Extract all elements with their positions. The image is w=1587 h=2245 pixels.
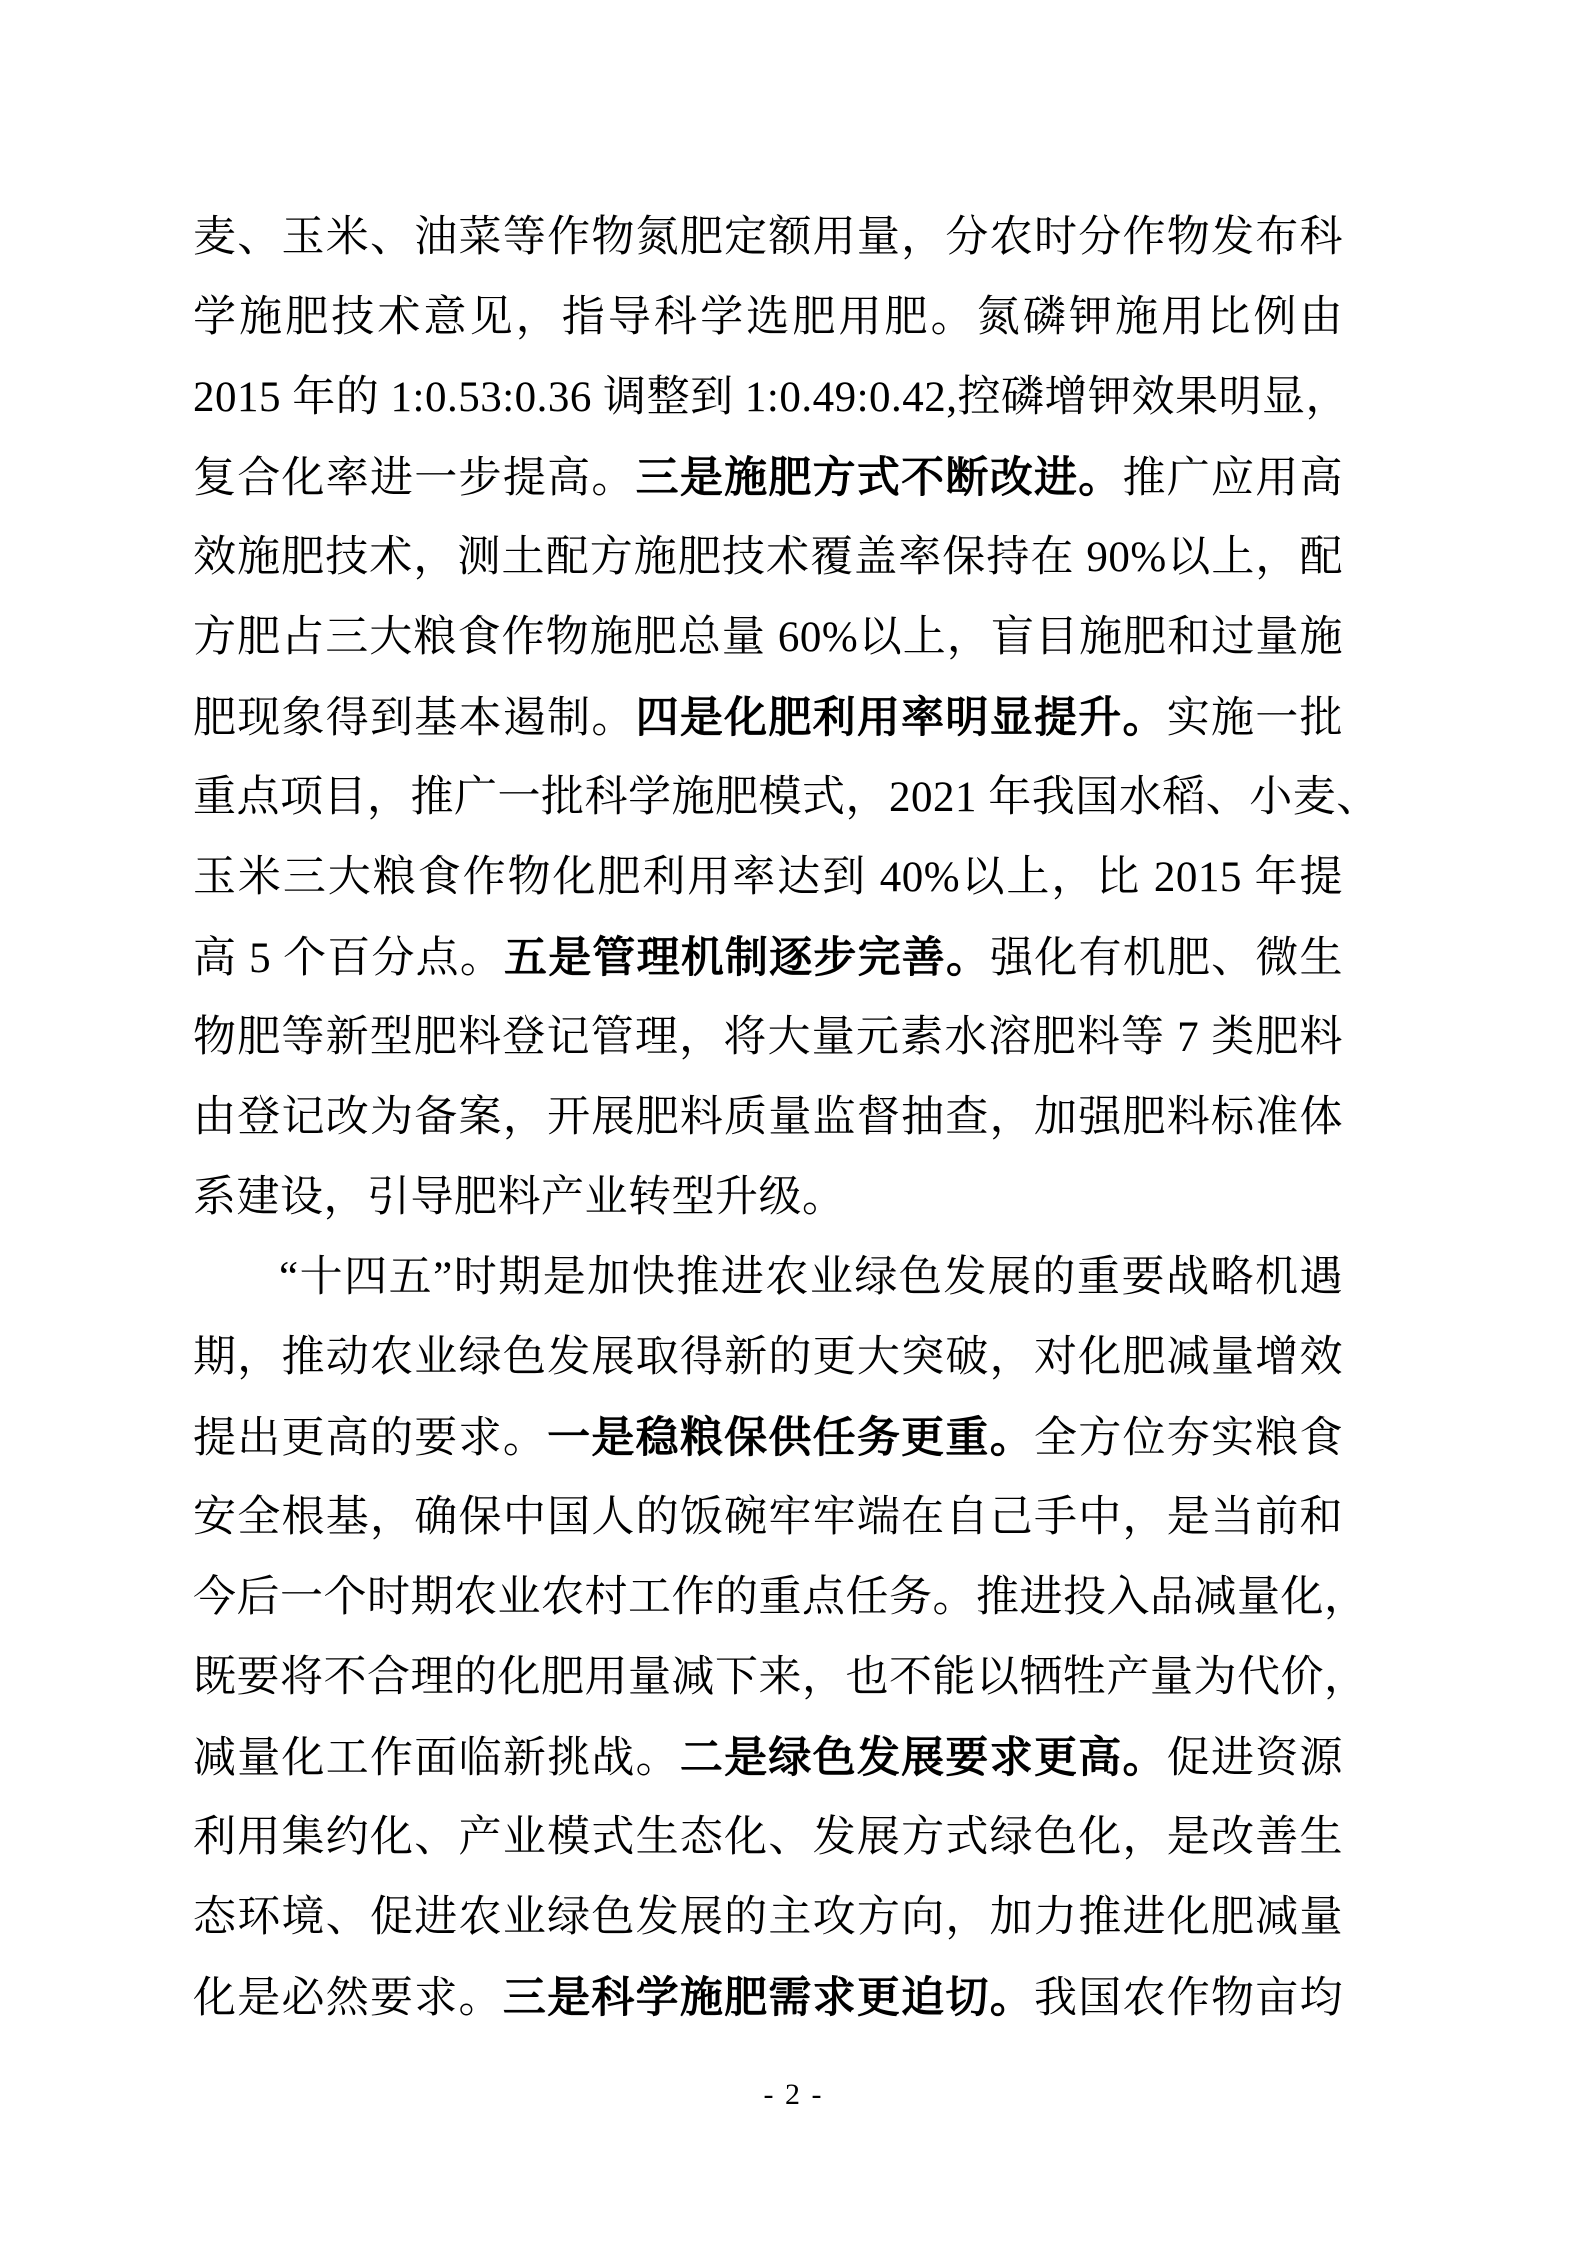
text-line [193,838,1343,918]
text-run: 系建设，引导肥料产业转型升级。 [193,1174,846,1221]
text-run: 安全根基，确保中国人的饭碗牢牢端在自己手中，是当前和 [193,1494,1343,1541]
text-line [193,1398,1343,1478]
text-line [193,358,1350,438]
page-number: - 2 - [763,2078,824,2111]
text-run: 利用集约化、产业模式生态化、发展方式绿色化，是改善生 [193,1814,1343,1861]
text-run: 复合化率进一步提高。 [193,455,636,502]
document-body [193,198,1380,2038]
text-line [193,678,1343,758]
text-line [193,1878,1343,1958]
emphasis-heading-run: 三是施肥方式不断改进。 [635,453,1123,503]
text-run: 高 5 个百分点。 [193,935,505,982]
text-run: 由登记改为备案，开展肥料质量监督抽查，加强肥料标准体 [193,1094,1343,1141]
text-run: 化是必然要求。 [193,1975,503,2022]
text-line [193,1718,1343,1798]
emphasis-heading-run: 四是化肥利用率明显提升。 [635,693,1167,743]
text-run: 2015 年的 1:0.53:0.36 调整到 1:0.49:0.42,控磷增钾效果明显， [193,374,1350,421]
emphasis-heading-run: 三是科学施肥需求更迫切。 [502,1973,1034,2023]
text-run: 玉米三大粮食作物化肥利用率达到 40%以上，比 2015 年提 [193,854,1343,901]
text-line [193,1158,1343,1238]
text-line [193,1798,1343,1878]
text-line [193,1078,1343,1158]
text-run: 减量化工作面临新挑战。 [193,1735,680,1782]
text-line [193,918,1343,998]
text-line [193,998,1343,1078]
text-run: 学施肥技术意见，指导科学选肥用肥。氮磷钾施用比例由 [193,294,1343,341]
text-run: 态环境、促进农业绿色发展的主攻方向，加力推进化肥减量 [193,1894,1343,1941]
text-line [193,1558,1368,1638]
text-run: 既要将不合理的化肥用量减下来，也不能以牺牲产量为代价， [193,1654,1368,1701]
text-run: 全方位夯实粮食 [1033,1415,1344,1462]
page-footer [0,2078,1587,2112]
text-run: 肥现象得到基本遏制。 [193,695,636,742]
text-run: 物肥等新型肥料登记管理，将大量元素水溶肥料等 7 类肥料 [193,1014,1343,1061]
text-line [193,1238,1343,1318]
text-line [193,438,1343,518]
text-line [193,1958,1343,2038]
text-line [193,278,1343,358]
emphasis-heading-run: 一是稳粮保供任务更重。 [547,1413,1034,1463]
text-run: 实施一批 [1166,695,1344,742]
text-run: 强化有机肥、微生 [990,935,1344,982]
text-line [193,198,1343,278]
text-run: 效施肥技术，测土配方施肥技术覆盖率保持在 90%以上，配 [193,534,1343,581]
text-run: 重点项目，推广一批科学施肥模式，2021 年我国水稻、小麦、 [193,774,1380,821]
text-run: 我国农作物亩均 [1033,1975,1344,2022]
text-run: 方肥占三大粮食作物施肥总量 60%以上，盲目施肥和过量施 [193,614,1343,661]
text-line [193,758,1380,838]
text-line [193,518,1343,598]
text-run: 麦、玉米、油菜等作物氮肥定额用量，分农时分作物发布科 [193,214,1343,261]
text-line [193,1478,1343,1558]
text-run: 提出更高的要求。 [193,1415,548,1462]
text-line [193,1318,1343,1398]
text-line [193,1638,1368,1718]
text-run: “十四五”时期是加快推进农业绿色发展的重要战略机遇 [279,1254,1343,1301]
emphasis-heading-run: 五是管理机制逐步完善。 [504,933,991,983]
emphasis-heading-run: 二是绿色发展要求更高。 [679,1733,1167,1783]
text-line [193,598,1343,678]
text-run: 今后一个时期农业农村工作的重点任务。推进投入品减量化， [193,1574,1368,1621]
text-run: 期，推动农业绿色发展取得新的更大突破，对化肥减量增效 [193,1334,1343,1381]
text-run: 推广应用高 [1122,455,1344,502]
text-run: 促进资源 [1166,1735,1344,1782]
